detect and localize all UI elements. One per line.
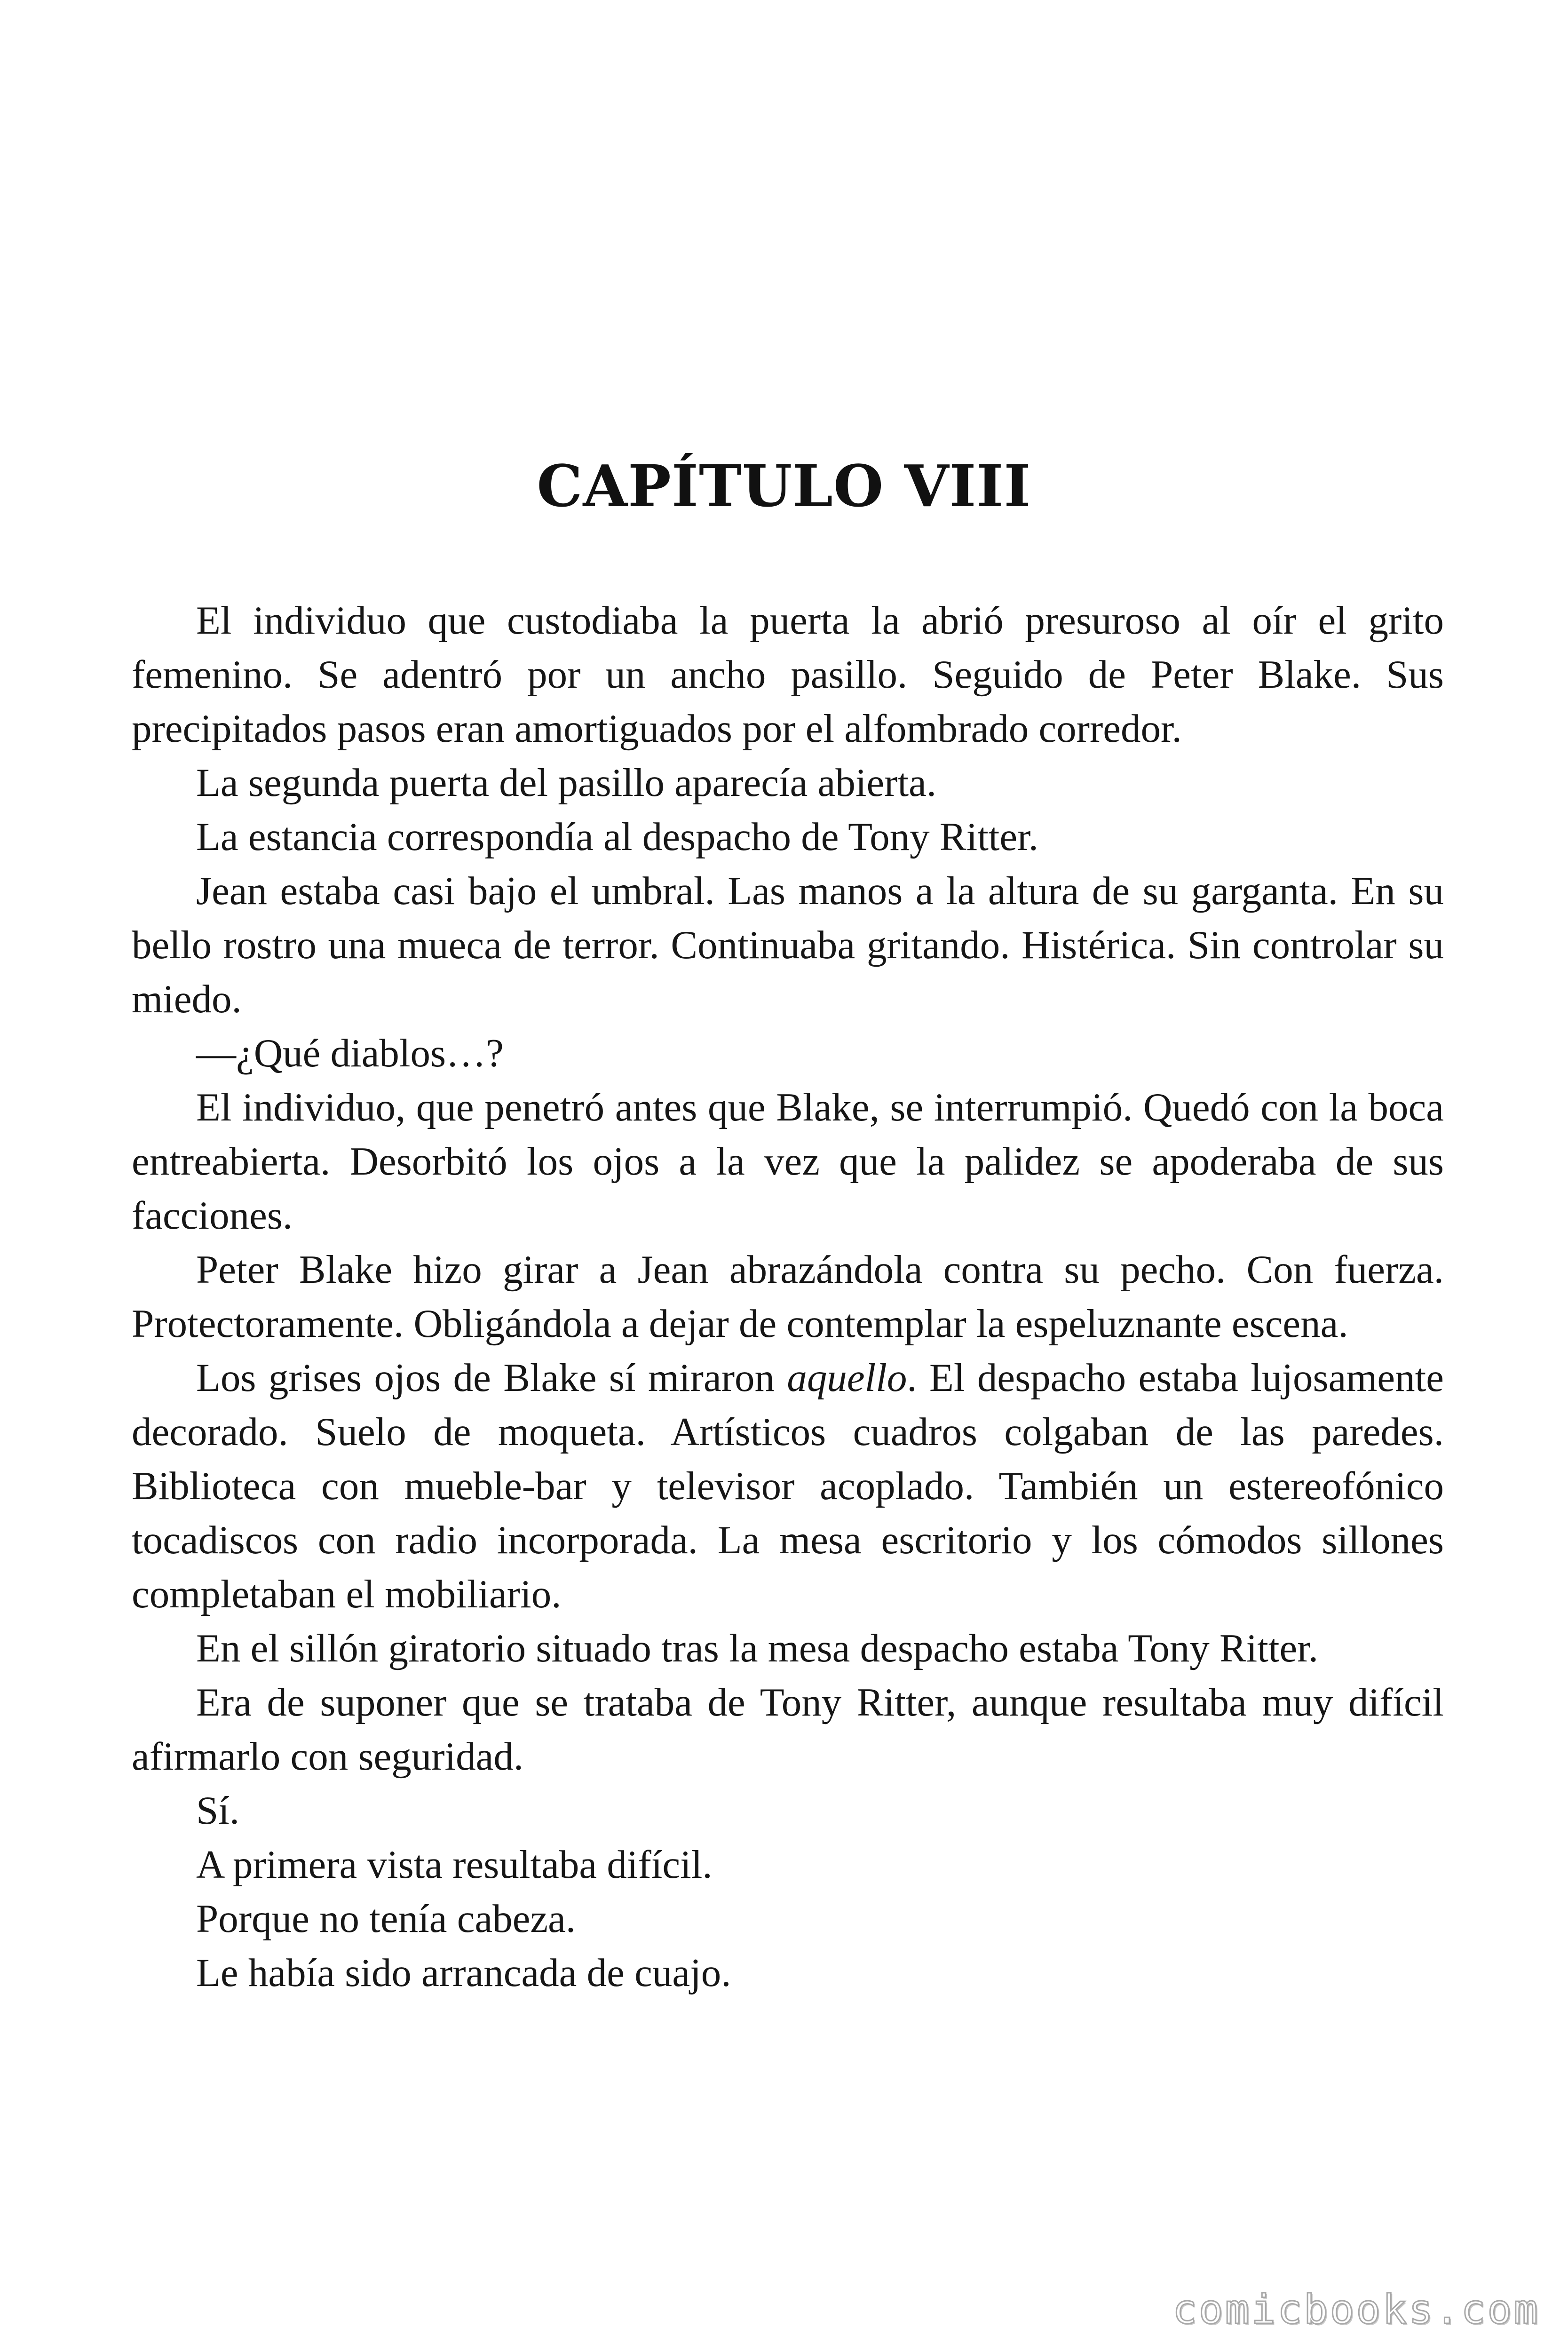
paragraph-10: Era de suponer que se trataba de Tony Ritter, aunque resultaba muy difícil afirmarlo con seguridad. (132, 1680, 1444, 1779)
paragraph-6: El individuo, que penetró antes que Blake, se interrumpió. Quedó con la boca entreabierta. Desorbitó los ojos a la vez que la palidez se apoderaba de sus facciones. (132, 1085, 1444, 1238)
paragraph-14: Le había sido arrancada de cuajo. (196, 1951, 731, 1995)
paragraph-8 (132, 1351, 1444, 1621)
paragraph-9: En el sillón giratorio situado tras la mesa despacho estaba Tony Ritter. (196, 1626, 1319, 1670)
watermark-logo: comicbooks.com (1172, 2286, 1540, 2333)
paragraph-8-italic-word: aquello (787, 1356, 907, 1400)
chapter-body (132, 594, 1444, 2000)
paragraph-13: Porque no tenía cabeza. (196, 1897, 576, 1941)
paragraph-7: Peter Blake hizo girar a Jean abrazándola contra su pecho. Con fuerza. Protectoramente. Obligándola a dejar de contemplar la espeluznante escena. (132, 1248, 1444, 1346)
paragraph-1: El individuo que custodiaba la puerta la abrió presuroso al oír el grito femenino. Se adentró por un ancho pasillo. Seguido de Peter Blake. Sus precipitados pasos eran amortiguados por el alfombrado corredor. (132, 598, 1444, 751)
paragraph-3: La estancia correspondía al despacho de Tony Ritter. (196, 815, 1039, 859)
paragraph-5-dialogue: —¿Qué diablos…? (196, 1031, 504, 1075)
chapter-title: CAPÍTULO VIII (537, 452, 1031, 520)
paragraph-8-start: Los grises ojos de Blake sí miraron (196, 1356, 787, 1400)
paragraph-12: A primera vista resultaba difícil. (196, 1843, 713, 1887)
paragraph-11: Sí. (196, 1788, 240, 1833)
paragraph-8-end: . El despacho estaba lujosamente decorado. Suelo de moqueta. Artísticos cuadros colgaban de las paredes. Biblioteca con mueble-bar y televisor acoplado. También un estereofónico tocadiscos con radio incorporada. La mesa escritorio y los cómodos sillones completaban el mobiliario. (132, 1356, 1444, 1616)
paragraph-4: Jean estaba casi bajo el umbral. Las manos a la altura de su garganta. En su bello rostro una mueca de terror. Continuaba gritando. Histérica. Sin controlar su miedo. (132, 869, 1444, 1021)
paragraph-2: La segunda puerta del pasillo aparecía abierta. (196, 761, 937, 805)
